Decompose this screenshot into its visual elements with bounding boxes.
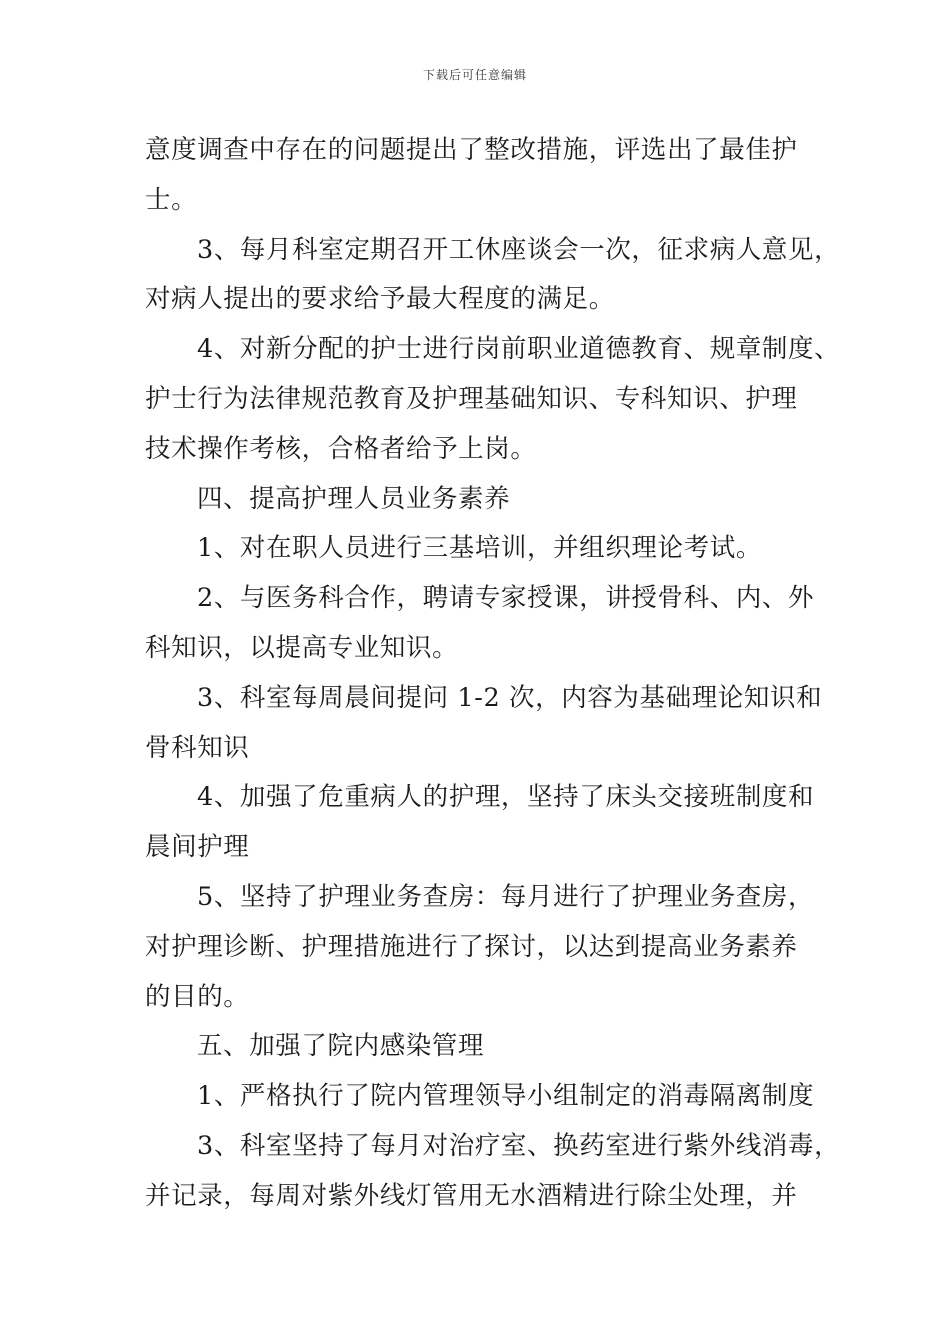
text-line: 的目的。 bbox=[145, 981, 250, 1012]
text-line: 1、严格执行了院内管理领导小组制定的消毒隔离制度 bbox=[197, 1081, 815, 1112]
text-line: 对病人提出的要求给予最大程度的满足。 bbox=[145, 284, 615, 315]
text-line: 3、每月科室定期召开工休座谈会一次，征求病人意见， bbox=[197, 234, 841, 265]
section-heading: 四、提高护理人员业务素养 bbox=[197, 483, 511, 514]
text-line: 4、加强了危重病人的护理，坚持了床头交接班制度和 bbox=[197, 782, 815, 813]
text-line: 科知识，以提高专业知识。 bbox=[145, 632, 459, 663]
section-heading: 五、加强了院内感染管理 bbox=[197, 1031, 485, 1062]
text-line: 晨间护理 bbox=[145, 832, 250, 863]
text-line: 技术操作考核，合格者给予上岗。 bbox=[145, 433, 537, 464]
text-line: 意度调查中存在的问题提出了整改措施，评选出了最佳护 bbox=[145, 135, 798, 165]
text-line: 并记录，每周对紫外线灯管用无水酒精进行除尘处理，并 bbox=[145, 1180, 798, 1211]
page-header: 下载后可任意编辑 bbox=[422, 68, 527, 82]
text-line: 3、科室坚持了每月对治疗室、换药室进行紫外线消毒， bbox=[197, 1130, 841, 1161]
text-line: 护士行为法律规范教育及护理基础知识、专科知识、护理 bbox=[145, 383, 798, 414]
text-line: 5、坚持了护理业务查房：每月进行了护理业务查房， bbox=[197, 881, 815, 912]
text-line: 2、与医务科合作，聘请专家授课，讲授骨科、内、外 bbox=[197, 583, 815, 614]
text-line: 3、科室每周晨间提问 1-2 次，内容为基础理论知识和 bbox=[197, 682, 823, 713]
text-line: 士。 bbox=[145, 184, 198, 215]
text-line: 4、对新分配的护士进行岗前职业道德教育、规章制度、 bbox=[197, 334, 841, 365]
text-line: 对护理诊断、护理措施进行了探讨，以达到提高业务素养 bbox=[145, 931, 798, 962]
text-line: 1、对在职人员进行三基培训，并组织理论考试。 bbox=[197, 533, 762, 564]
document-body bbox=[145, 126, 841, 1222]
text-line: 骨科知识 bbox=[145, 732, 250, 763]
